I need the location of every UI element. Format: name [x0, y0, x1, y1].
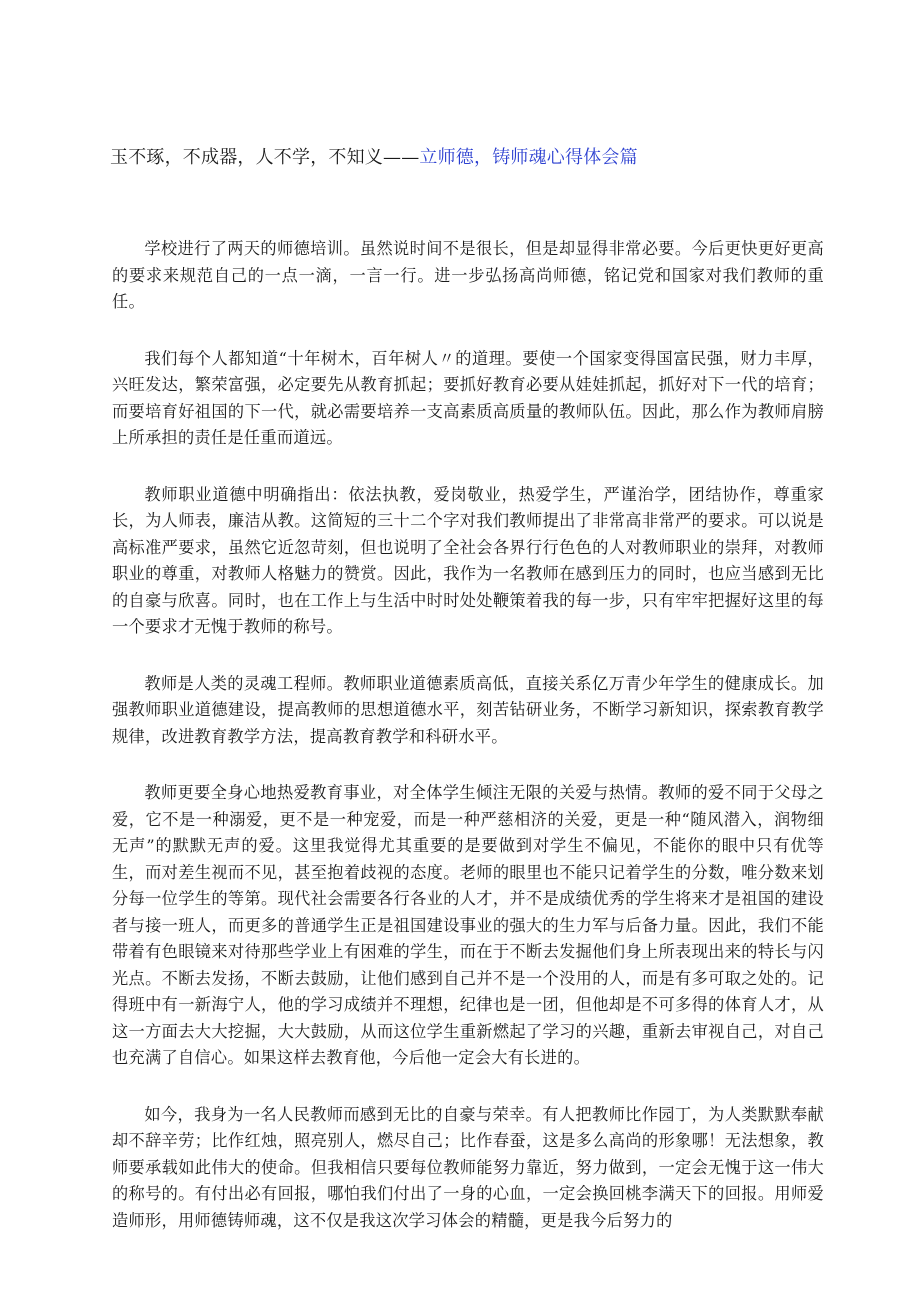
document-body: [112, 236, 824, 1264]
paragraph: 我们每个人都知道“十年树木，百年树人〃的道理。要使一个国家变得国富民强，财力丰厚，兴旺发达，繁荣富强，必定要先从教育抓起；要抓好教育必要从娃娃抓起，抓好对下一代的培育；而要培育好祖国的下一代，就必需要培养一支高素质高质量的教师队伍。因此，那么作为教师肩膀上所承担的责任是任重而道远。: [112, 348, 824, 447]
paragraph: 教师职业道德中明确指出：依法执教，爱岗敬业，热爱学生，严谨治学，团结协作，尊重家长，为人师表，廉洁从教。这简短的三十二个字对我们教师提出了非常高非常严的要求。可以说是高标准严要求，虽然它近忽苛刻，但也说明了全社会各界行行色色的人对教师职业的崇拜，对教师职业的尊重，对教师人格魅力的赞赏。因此，我作为一名教师在感到压力的同时，也应当感到无比的自豪与欣喜。同时，也在工作上与生活中时时处处鞭策着我的每一步，只有牢牢把握好这里的每一个要求才无愧于教师的称号。: [112, 484, 824, 636]
paragraph: 教师是人类的灵魂工程师。教师职业道德素质高低，直接关系亿万青少年学生的健康成长。加强教师职业道德建设，提高教师的思想道德水平，刻苦钻研业务，不断学习新知识，探索教育教学规律，改进教育教学方法，提高教育教学和科研水平。: [112, 673, 824, 746]
paragraph: 如今，我身为一名人民教师而感到无比的自豪与荣幸。有人把教师比作园丁，为人类默默奉献却不辞辛劳；比作红烛，照亮别人，燃尽自己；比作春蚕，这是多么高尚的形象哪！无法想象，教师要承载如此伟大的使命。但我相信只要每位教师能努力靠近，努力做到，一定会无愧于这一伟大的称号的。有付出必有回报，哪怕我们付出了一身的心血，一定会换回桃李满天下的回报。用师爱造师形，用师德铸师魂，这不仅是我这次学习体会的精髓，更是我今后努力的: [112, 1104, 824, 1230]
title-subtitle: 立师德，铸师魂心得体会篇: [419, 147, 638, 168]
paragraph: 教师更要全身心地热爱教育事业，对全体学生倾注无限的关爱与热情。教师的爱不同于父母之爱，它不是一种溺爱，更不是一种宠爱，而是一种严慈相济的关爱，更是一种“随风潜入，润物细无声”的默默无声的爱。这里我觉得尤其重要的是要做到对学生不偏见，不能你的眼中只有优等生，而对差生视而不见，甚至抱着歧视的态度。老师的眼里也不能只记着学生的分数，唯分数来划分每一位学生的等第。现代社会需要各行各业的人才，并不是成绩优秀的学生将来才是祖国的建设者与接一班人，而更多的普通学生正是祖国建设事业的强大的生力军与后备力量。因此，我们不能带着有色眼镜来对待那些学业上有困难的学生，而在于不断去发掘他们身上所表现出来的特长与闪光点。不断去发扬，不断去鼓励，让他们感到自己并不是一个没用的人，而是有多可取之处的。记得班中有一新海宁人，他的学习成绩并不理想，纪律也是一团，但他却是不可多得的体育人才，从这一方面去大大挖掘，大大鼓励，从而这位学生重新燃起了学习的兴趣，重新去审视自己，对自己也充满了自信心。如果这样去教育他，今后他一定会大有长进的。: [112, 783, 824, 1067]
paragraph: 学校进行了两天的师德培训。虽然说时间不是很长，但是却显得非常必要。今后更快更好更高的要求来规范自己的一点一滴，一言一行。进一步弘扬高尚师德，铭记党和国家对我们教师的重任。: [112, 239, 824, 311]
title-main: 玉不琢，不成器，人不学，不知义——: [110, 147, 420, 168]
document-title: [110, 144, 830, 172]
